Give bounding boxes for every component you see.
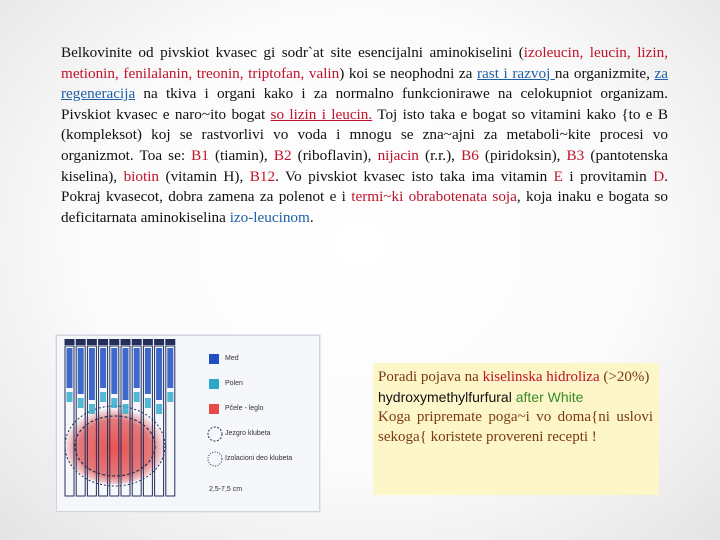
main-paragraph: [61, 43, 668, 228]
note-box: [373, 363, 659, 495]
vitamin-b12: B12: [249, 167, 276, 185]
legend-label: Polen: [225, 380, 243, 387]
legend-label: Izolacioni deo klubeta: [225, 455, 293, 462]
amino-acid-list: izoleucin, leucin, lizin, metionin, fenilalanin, treonin, triptofan, valin: [61, 44, 669, 82]
honey-cells: [156, 348, 162, 400]
hmf-term: hydroxymethylfurfural: [378, 389, 512, 405]
legend-swatch: [209, 379, 219, 389]
text-run: , koja inaku e bogata so deficitarnata aminokiselina: [61, 188, 668, 226]
pollen-cells: [89, 404, 95, 414]
honey-cells: [134, 348, 140, 388]
text-run: (tiamin),: [208, 146, 274, 164]
after-white: after White: [511, 389, 584, 405]
text-run: . Pokraj kvasecot, dobra zamena za polenot e i: [61, 167, 668, 206]
text-run: Toj isto taka e bogat so vitamini kako {to e B (kompleksot) koj se rastvorlivi vo voda i mnogu se zna~ajni za metaboli~kite procesi vo organizmot. Toa se:: [61, 105, 668, 164]
frame-top-bar: [76, 339, 86, 345]
soy-highlight: termi~ki obrabotenata soja: [351, 188, 517, 206]
text-run: na organizmite,: [554, 64, 655, 82]
pollen-cells: [145, 398, 151, 408]
scale-label: 2,5-7,5 cm: [209, 486, 243, 493]
hive-frames-drawing: [57, 336, 319, 511]
legend-swatch: [209, 404, 219, 414]
text-run: .: [309, 208, 314, 226]
regeneration-link: za regeneracija: [61, 64, 668, 103]
pollen-cells: [134, 392, 140, 402]
legend-label: Pčele - leglo: [225, 405, 264, 412]
frame-top-bar: [154, 339, 164, 345]
pollen-cells: [123, 404, 129, 414]
honey-cells: [111, 348, 117, 394]
text-run: (piridoksin),: [478, 146, 567, 164]
pollen-cells: [111, 398, 117, 408]
pollen-cells: [67, 392, 73, 402]
text-run: (vitamin H),: [159, 167, 250, 185]
frame-top-bar: [109, 339, 119, 345]
note-line-3: Koga pripremate poga~i vo doma{ni uslovi sekoga{ koristete provereni recepti !: [378, 409, 653, 445]
beehive-cluster-diagram: [56, 335, 320, 512]
honey-cells: [78, 348, 84, 394]
niacin: nijacin: [377, 146, 419, 164]
frame-top-bar: [87, 339, 97, 345]
pollen-cells: [78, 398, 84, 408]
vitamin-b6: B6: [461, 146, 479, 164]
text-run: ) koi se neophodni za: [339, 64, 477, 82]
biotin: biotin: [123, 167, 160, 185]
frame-top-bar: [143, 339, 153, 345]
note-line-1: [378, 367, 653, 387]
honey-cells: [123, 348, 129, 400]
vitamin-e: E: [553, 167, 563, 185]
frame-top-bar: [65, 339, 75, 345]
frame-top-bar: [121, 339, 131, 345]
vitamin-b3: B3: [566, 146, 585, 164]
honey-cells: [67, 348, 73, 388]
text-run: (r.r.),: [418, 146, 462, 164]
honey-cells: [89, 348, 95, 400]
pollen-cells: [156, 404, 162, 414]
text-run: i provitamin: [562, 167, 654, 185]
honey-cells: [167, 348, 173, 388]
note-text: Poradi pojava na: [378, 369, 483, 385]
pollen-cells: [100, 392, 106, 402]
text-run: . Vo pivskiot kvasec isto taka ima vitamin: [275, 167, 554, 185]
vitamin-d: D: [653, 167, 665, 185]
vitamin-b2: B2: [273, 146, 292, 164]
isoleucine-highlight: izo-leucinom: [229, 208, 310, 226]
honey-cells: [100, 348, 106, 388]
frame-top-bar: [98, 339, 108, 345]
vitamin-b1: B1: [191, 146, 209, 164]
pollen-cells: [167, 392, 173, 402]
legend-swatch: [209, 354, 219, 364]
honey-cells: [145, 348, 151, 394]
frame-top-bar: [165, 339, 175, 345]
acid-hydrolysis: kiselinska hidroliza: [482, 369, 600, 385]
text-run: (riboflavin),: [291, 146, 378, 164]
growth-link: rast i razvoj: [476, 64, 555, 82]
text-run: (pantotenska kiselina),: [61, 146, 668, 185]
text-run: na tkiva i organi kako i za normalno funkcionirawe na celokupniot organizam. Pivskiot kvasec e naro~ito bogat: [61, 85, 668, 123]
note-line-2: [378, 387, 653, 407]
frame-top-bar: [132, 339, 142, 345]
lysine-leucine-highlight: so lizin i leucin.: [270, 105, 373, 123]
note-text: (>20%): [599, 369, 650, 385]
legend-label: Med: [225, 355, 239, 362]
legend-label: Jezgro klubeta: [225, 430, 271, 437]
text-run: Belkovinite od pivskiot kvasec gi sodr`at site esencijalni aminokiselini (: [61, 44, 524, 61]
